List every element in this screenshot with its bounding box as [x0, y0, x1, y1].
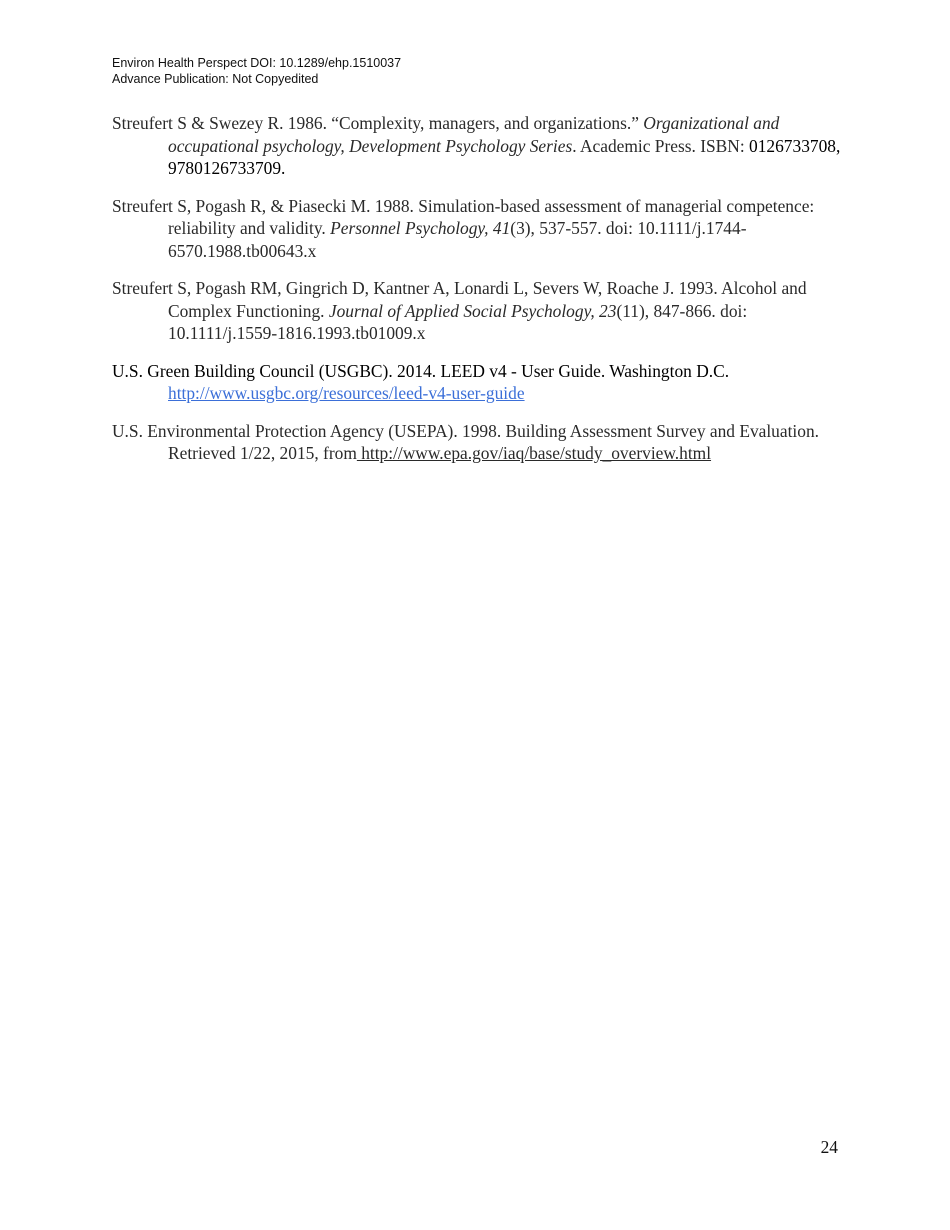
- reference-text: Streufert S & Swezey R. 1986. “Complexity, managers, and organizations.”: [112, 113, 644, 133]
- reference-item: [112, 277, 842, 345]
- reference-list: [112, 112, 842, 480]
- reference-text: Streufert S, Pogash RM, Gingrich D, Kantner A, Lonardi L, Severs W, Roache J. 1993. Alcohol and Complex Functioning.: [112, 278, 807, 321]
- reference-text: . Academic Press. ISBN:: [572, 135, 750, 156]
- running-header: [112, 56, 401, 87]
- header-publication-status: Advance Publication: Not Copyedited: [112, 71, 319, 86]
- reference-text: U.S. Green Building Council (USGBC). 2014. LEED v4 - User Guide. Washington D.C.: [112, 360, 730, 381]
- reference-journal-volume: Journal of Applied Social Psychology, 23: [328, 300, 617, 321]
- reference-text: U.S. Environmental Protection Agency (USEPA). 1998. Building Assessment Survey and Evaluation. Retrieved 1/22, 2015, from: [112, 420, 820, 463]
- reference-item: [112, 112, 842, 180]
- reference-item: [112, 420, 842, 465]
- usgbc-leed-guide-link[interactable]: http://www.usgbc.org/resources/leed-v4-user-guide: [168, 383, 525, 403]
- reference-item: [112, 360, 842, 405]
- header-journal-doi: Environ Health Perspect DOI: 10.1289/ehp.1510037: [112, 56, 402, 70]
- reference-text: (11), 847-866. doi: 10.1111/j.1559-1816.1993.tb01009.x: [168, 300, 748, 343]
- reference-isbn: 0126733708, 9780126733709.: [168, 135, 841, 178]
- page-number: 24: [820, 1137, 838, 1157]
- reference-source-title: Organizational and occupational psychology, Development Psychology Series: [168, 113, 780, 156]
- reference-item: [112, 195, 842, 263]
- epa-base-study-link[interactable]: http://www.epa.gov/iaq/base/study_overview.html: [356, 443, 712, 463]
- reference-journal-volume: Personnel Psychology, 41: [330, 218, 511, 238]
- reference-text: (3), 537-557. doi: 10.1111/j.1744-6570.1988.tb00643.x: [168, 218, 747, 261]
- reference-text: Streufert S, Pogash R, & Piasecki M. 1988. Simulation-based assessment of managerial competence: reliability and validity.: [112, 195, 815, 238]
